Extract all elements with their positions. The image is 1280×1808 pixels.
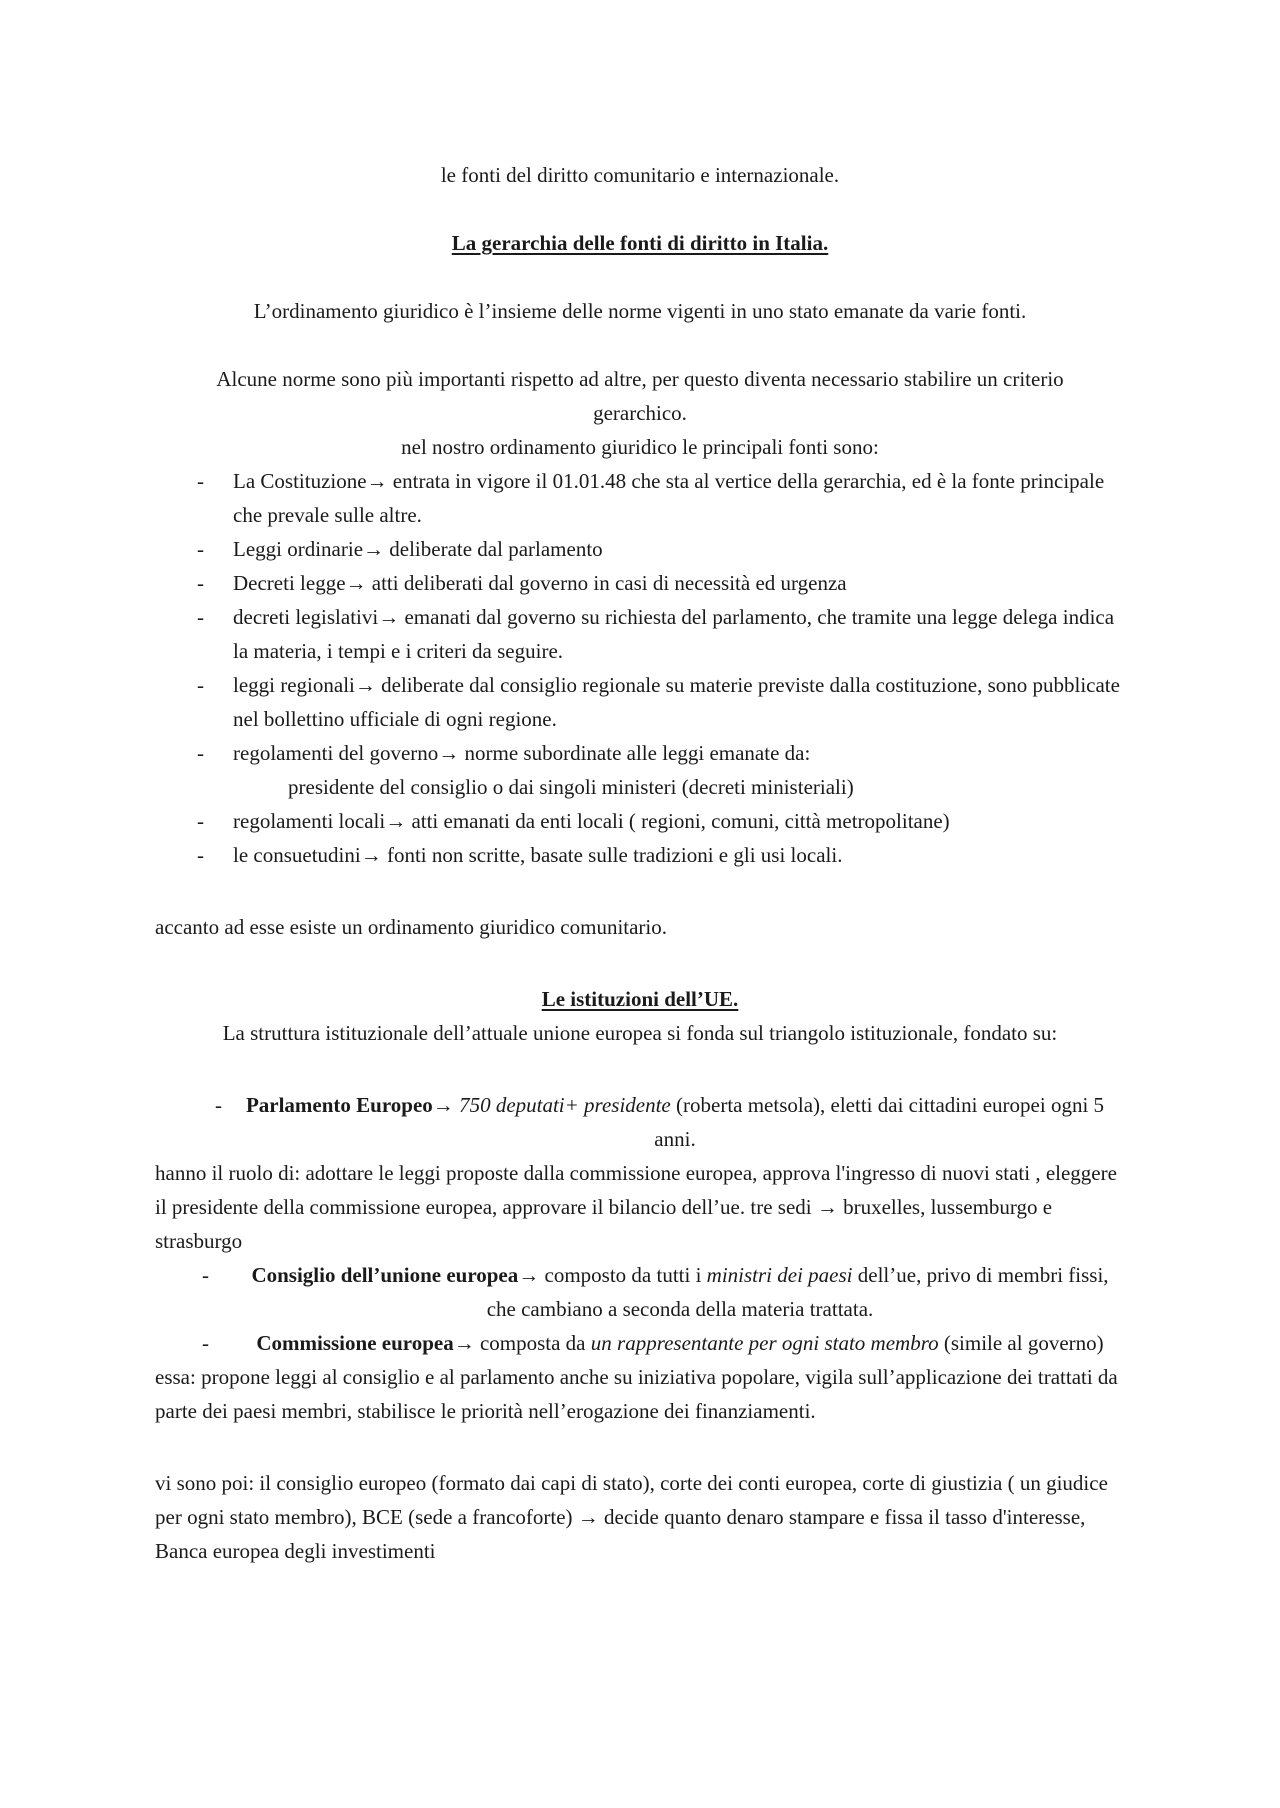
list-item-text: decreti legislativi→ emanati dal governo su richiesta del parlamento, che tramite una legge delega indica la materia, i tempi e i criteri da seguire. <box>233 605 1115 663</box>
consiglio-pre: composto da tutti i <box>544 1263 702 1287</box>
section-heading-istituzioni: Le istituzioni dell’UE. <box>541 987 739 1011</box>
list-item-text: Leggi ordinarie→ deliberate dal parlamento <box>233 537 603 561</box>
list-item-text: regolamenti del governo→ norme subordinate alle leggi emanate da: <box>233 741 811 765</box>
consiglio-ministri: ministri dei paesi <box>706 1263 853 1287</box>
commissione-pre: composta da <box>479 1331 586 1355</box>
ue-item-commissione <box>155 1326 1125 1360</box>
ue-item-parlamento <box>155 1088 1125 1156</box>
dash-bullet: - <box>215 1093 222 1117</box>
paragraph-principali-fonti: nel nostro ordinamento giuridico le principali fonti sono: <box>401 435 879 459</box>
document-page <box>155 158 1125 1568</box>
dash-bullet: - <box>197 537 204 561</box>
paragraph-ordinamento-comunitario: accanto ad esse esiste un ordinamento giuridico comunitario. <box>155 915 668 939</box>
list-item-subline: presidente del consiglio o dai singoli ministeri (decreti ministeriali) <box>288 775 854 799</box>
parlamento-desc: (roberta metsola), eletti dai cittadini europei ogni 5 anni. <box>654 1093 1105 1151</box>
list-item <box>155 668 1125 736</box>
dash-bullet: - <box>197 809 204 833</box>
dash-bullet: - <box>197 741 204 765</box>
dash-bullet: - <box>197 571 204 595</box>
parlamento-deputati: 750 deputati+ presidente <box>459 1093 671 1117</box>
list-item-text: le consuetudini→ fonti non scritte, basate sulle tradizioni e gli usi locali. <box>233 843 843 867</box>
list-item-text: La Costituzione→ entrata in vigore il 01.01.48 che sta al vertice della gerarchia, ed è la fonte principale che prevale sulle altre. <box>233 469 1105 527</box>
parlamento-name: Parlamento Europeo→ <box>245 1093 454 1117</box>
ue-item-consiglio <box>155 1258 1125 1326</box>
dash-bullet: - <box>202 1263 209 1287</box>
dash-bullet: - <box>197 469 204 493</box>
paragraph-norme-importanti: Alcune norme sono più importanti rispetto ad altre, per questo diventa necessario stabilire un criterio gerarchico. <box>216 367 1064 425</box>
list-item <box>155 532 1125 566</box>
paragraph-parlamento-ruolo: hanno il ruolo di: adottare le leggi proposte dalla commissione europea, approva l'ingresso di nuovi stati , eleggere il presidente della commissione europea, approvare il bilancio dell’ue. tre sedi → bruxelles, lussemburgo e strasburgo <box>155 1161 1117 1253</box>
consiglio-desc: dell’ue, privo di membri fissi, che cambiano a seconda della materia trattata. <box>486 1263 1109 1321</box>
dash-bullet: - <box>197 605 204 629</box>
list-item-text: regolamenti locali→ atti emanati da enti locali ( regioni, comuni, città metropolitane) <box>233 809 950 833</box>
dash-bullet: - <box>197 843 204 867</box>
list-item <box>155 736 1125 804</box>
list-item <box>155 464 1125 532</box>
list-item <box>155 838 1125 872</box>
consiglio-name: Consiglio dell’unione europea→ <box>251 1263 540 1287</box>
list-item <box>155 600 1125 668</box>
paragraph-ordinamento: L’ordinamento giuridico è l’insieme delle norme vigenti in uno stato emanate da varie fonti. <box>253 299 1027 323</box>
commissione-desc: (simile al governo) <box>943 1331 1104 1355</box>
dash-bullet: - <box>202 1331 209 1355</box>
paragraph-altre-istituzioni: vi sono poi: il consiglio europeo (formato dai capi di stato), corte dei conti europea, corte di giustizia ( un giudice per ogni stato membro), BCE (sede a francoforte) → decide quanto denaro stampare e fissa il tasso d'interesse, Banca europea degli investimenti <box>155 1471 1108 1563</box>
dash-bullet: - <box>197 673 204 697</box>
commissione-name: Commissione europea→ <box>256 1331 475 1355</box>
fonti-list <box>155 464 1125 872</box>
section-heading-gerarchia: La gerarchia delle fonti di diritto in Italia. <box>451 231 829 255</box>
commissione-rappresentante: un rappresentante per ogni stato membro <box>590 1331 939 1355</box>
list-item-text: Decreti legge→ atti deliberati dal governo in casi di necessità ed urgenza <box>233 571 847 595</box>
list-item <box>155 566 1125 600</box>
intro-line: le fonti del diritto comunitario e internazionale. <box>440 163 840 187</box>
paragraph-commissione-ruolo: essa: propone leggi al consiglio e al parlamento anche su iniziativa popolare, vigila sull’applicazione dei trattati da parte dei paesi membri, stabilisce le priorità nell’erogazione dei finanziamenti. <box>155 1365 1118 1423</box>
paragraph-triangolo: La struttura istituzionale dell’attuale unione europea si fonda sul triangolo istituzionale, fondato su: <box>222 1021 1058 1045</box>
list-item <box>155 804 1125 838</box>
list-item-text: leggi regionali→ deliberate dal consiglio regionale su materie previste dalla costituzione, sono pubblicate nel bollettino ufficiale di ogni regione. <box>233 673 1120 731</box>
